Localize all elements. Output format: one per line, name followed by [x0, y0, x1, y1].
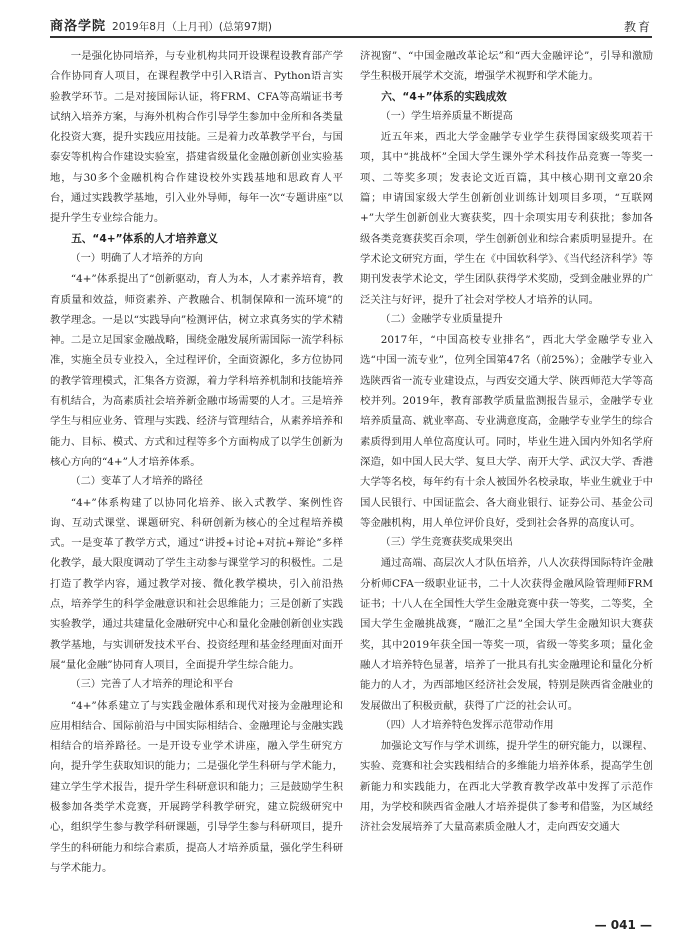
- paragraph: 加强论文写作与学术训练，提升学生的研究能力，以课程、实验、竞赛和社会实践相结合的多维能力培养体系，提高学生创新能力和实践能力，在西北大学教育教学改革中发挥了示范作用，为学校和陕西省金融人才培养提供了参考和借鉴，为区域经济社会发展培养了大量高素质金融人才，走向西安交通大: [360, 740, 653, 834]
- issue-info: 2019年8月（上月刊）(总第97期): [112, 21, 272, 33]
- subsection-heading: （一）学生培养质量不断提高: [380, 110, 513, 122]
- journal-name: 商洛学院: [50, 19, 107, 34]
- paragraph: 一是强化协同培养，与专业机构共同开设课程设教育部产学合作协同育人项目，在课程教学中引入R语言、Python语言实验教学环节。二是对接国际认证，将FRM、CFA等高端证书考试纳入培养方案，与海外机构合作引导学生参加中金所和各类量化投资大赛，提升实践应用技能。三是着力改革教学平台，与国泰安等机构合作建设实验室，搭建省级量化金融创新创业实验基地，与30多个金融机构合作建设校外实践基地和思政育人平台，通过实践教学基地，引入业外导师，每年一次“专题讲座”以提升学生专业综合能力。: [50, 50, 343, 225]
- paragraph: 2017年，“中国高校专业排名”，西北大学金融学专业入选“中国一流专业”，位列全国第47名（前25%）；金融学专业入选陕西省一流专业建设点，与西安交通大学、陕西师范大学等高校并列。2019年，教育部教学质量监测报告显示，金融学专业培养质量高、就业率高、专业满意度高，金融学专业学生的综合素质得到用人单位高度认可。同时，毕业生进入国内外知名学府深造，如中国人民大学、复旦大学、南开大学、武汉大学、香港大学等名校，每年约有十余人被国外名校录取，毕业生就业于中国人民银行、中国证监会、各大商业银行、证券公司、基金公司等金融机构，用人单位评价良好，受到社会各界的高度认可。: [360, 334, 653, 529]
- subsection-heading: （二）金融学专业质量提升: [380, 313, 503, 325]
- section-heading: 六、“4+”体系的实践成效: [381, 90, 507, 103]
- page-number: — 041 —: [594, 918, 652, 932]
- paragraph: “4+”体系构建了以协同化培养、嵌入式教学、案例性咨询、互动式课堂、课题研究、科研创新为核心的全过程培养模式。一是变革了教学方式，通过“讲授+讨论+对抗+辩论”多样化教学，最大限度调动了学生主动参与课堂学习的积极性。二是打造了教学内容，通过教学对接、微化教学模块，引入前沿热点，培养学生的科学金融意识和社会思维能力；三是创新了实践实验教学，通过共建量化金融研究中心和量化金融创新创业实践教学基地，与实训研发技术平台、投资经理和基金经理面对面开展“量化金融”协同育人项目，全面提升学生综合能力。: [50, 496, 343, 671]
- subsection-heading: （四）人才培养特色发挥示范带动作用: [380, 719, 554, 731]
- paragraph: “4+”体系建立了与实践金融体系和现代对接为金融理论和应用相结合、国际前沿与中国实际相结合、金融理论与金融实践相结合的培养路径。一是开设专业学术讲座，融入学生研究方向，提升学生获取知识的能力；二是强化学生科研与学术能力，建立学生学术报告，提升学生科研意识和能力；三是鼓励学生积极参加各类学术竞赛，开展跨学科教学研究，建立院级研究中心，组织学生参与教学科研课题，引导学生参与科研项目，提升学生的科研能力和综合素质，提高人才培养质量，强化学生科研与学术能力。: [50, 699, 343, 874]
- section-label: 教育: [623, 20, 652, 34]
- left-column: [50, 46, 343, 906]
- right-column: [360, 46, 653, 906]
- paragraph: 通过高端、高层次人才队伍培养，八人次获得国际特许金融分析师CFA一级职业证书，二十人次获得金融风险管理师FRM证书；十八人在全国性大学生金融竞赛中获一等奖，二等奖，全国大学生金融挑战赛，“融汇之星”全国大学生金融知识大赛获奖，其中2019年获全国一等奖一项，省级一等奖多项；量化金融人才培养特色显著，培养了一批具有扎实金融理论和量化分析能力的人才，为西部地区经济社会发展，特别是陕西省金融业的发展做出了积极贡献，获得了广泛的社会认可。: [360, 557, 653, 712]
- paragraph-continued: 济视窗”、“中国金融改革论坛”和“西大金融评论”，引导和激励学生积极开展学术交流，增强学术视野和学术能力。: [360, 50, 653, 83]
- page-header: [50, 14, 652, 38]
- subsection-heading: （二）变革了人才培养的路径: [70, 476, 203, 488]
- subsection-heading: （三）完善了人才培养的理论和平台: [70, 679, 234, 691]
- section-heading: 五、“4+”体系的人才培养意义: [71, 232, 218, 245]
- paragraph: 近五年来，西北大学金融学专业学生获得国家级奖项若干项，其中“挑战杯”全国大学生课外学术科技作品竞赛一等奖一项、二等奖多项；发表论文近百篇，其中核心期刊文章20余篇；申请国家级大学生创新创业训练计划项目多项，“互联网+”大学生创新创业大赛获奖，四十余项实用专利获批；参加各级各类竞赛获奖百余项，学生创新创业和综合素质明显提升。在学术论文研究方面，学生在《中国软科学》、《当代经济科学》等期刊发表学术论文，学生团队获得学术奖励，受到金融业界的广泛关注与好评，提升了社会对学校人才培养的认同。: [360, 131, 653, 306]
- subsection-heading: （一）明确了人才培养的方向: [70, 252, 203, 264]
- paragraph: “4+”体系提出了“创新驱动，育人为本，人才素养培育，教育质量和效益，师资素养、产教融合、机制保障和一流环境”的教学理念。一是以“实践导向”检测评估，树立求真务实的学术精神。二是立足国家金融战略，围绕金融发展所需国际一流学科标准，实施全员专业投入，全过程评价，全面资源化，多方位协同的教学管理模式，汇集各方资源，着力学科培养机制和技能培养有机结合，为高素质社会培养新金融市场需要的人才。三是培养学生与相应业务、管理与实践、经济与管理结合，从素养培养和能力、目标、模式、方式和过程等多个方面构成了以学生创新为核心方向的“4+”人才培养体系。: [50, 273, 343, 468]
- subsection-heading: （三）学生竞赛获奖成果突出: [380, 537, 513, 549]
